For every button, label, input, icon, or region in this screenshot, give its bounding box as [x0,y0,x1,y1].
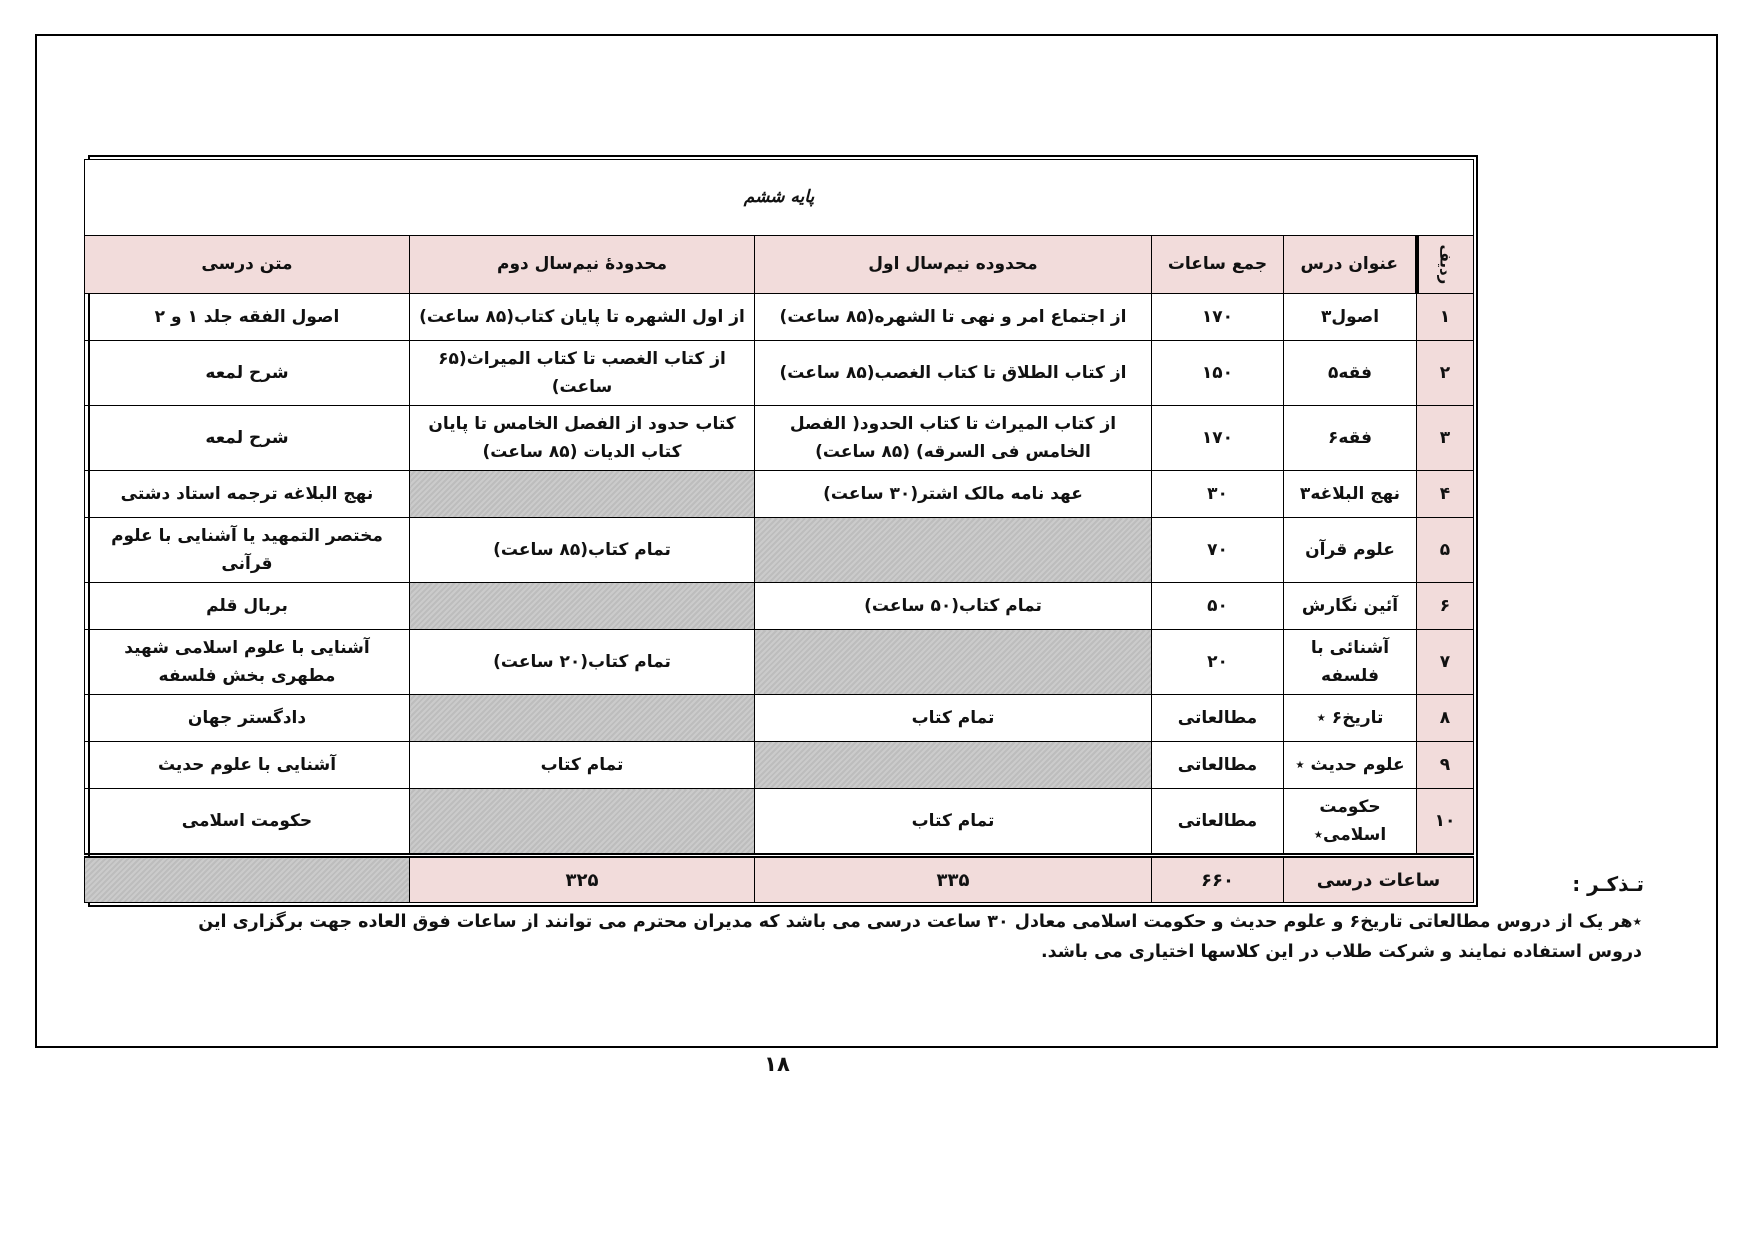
table-header-row [84,236,1473,294]
cell-text: آشنایی با علوم اسلامی شهید مطهری بخش فلسفه [84,630,409,695]
table-row [84,471,1473,518]
cell-sem1: تمام کتاب(۵۰ ساعت) [755,583,1152,630]
cell-course: اصول۳ [1284,294,1417,341]
cell-sem1: از کتاب المیراث تا کتاب الحدود( الفصل الخامس فی السرقه) (۸۵ ساعت) [755,406,1152,471]
cell-sem2-empty [410,583,755,630]
cell-course: آئین نگارش [1284,583,1417,630]
cell-hours: ۷۰ [1152,518,1284,583]
cell-sem2: تمام کتاب(۸۵ ساعت) [410,518,755,583]
cell-hours: ۱۵۰ [1152,341,1284,406]
cell-hours: ۱۷۰ [1152,406,1284,471]
cell-sem1: تمام کتاب [755,789,1152,856]
table-row [84,789,1473,856]
cell-radif: ۸ [1417,695,1474,742]
cell-course: فقه۵ [1284,341,1417,406]
cell-radif: ۹ [1417,742,1474,789]
cell-text: بربال قلم [84,583,409,630]
cell-sem2: تمام کتاب [410,742,755,789]
cell-text: حکومت اسلامی [84,789,409,856]
cell-sem2: تمام کتاب(۲۰ ساعت) [410,630,755,695]
table-row [84,518,1473,583]
cell-course: علوم حدیث ٭ [1284,742,1417,789]
cell-sem2: از کتاب الغصب تا کتاب المیراث(۶۵ ساعت) [410,341,755,406]
cell-sem2-empty [410,695,755,742]
page-title: پایه ششم [84,160,1473,236]
cell-course: نهج البلاغه۳ [1284,471,1417,518]
cell-sem2-empty [410,471,755,518]
cell-radif: ۲ [1417,341,1474,406]
table-title-row [84,160,1473,236]
cell-hours: ۲۰ [1152,630,1284,695]
table-row [84,742,1473,789]
cell-text: مختصر التمهید یا آشنایی با علوم قرآنی [84,518,409,583]
cell-hours: مطالعاتی [1152,742,1284,789]
cell-text: دادگستر جهان [84,695,409,742]
cell-text: اصول الفقه جلد ۱ و ۲ [84,294,409,341]
column-header-sem2: محدودهٔ نیم‌سال دوم [410,236,755,294]
cell-radif: ۱ [1417,294,1474,341]
cell-sem1-empty [755,630,1152,695]
cell-radif: ۴ [1417,471,1474,518]
cell-hours: ۳۰ [1152,471,1284,518]
note-text: ٭هر یک از دروس مطالعاتی تاریخ۶ و علوم حدیث و حکومت اسلامی معادل ۳۰ ساعت درسی می باشد که مدیران محترم می توانند از ساعات فوق العاده جهت برگزاری این دروس استفاده نمایند و شرکت طلاب در این کلاسها اختیاری می باشد. [198,912,1642,962]
cell-sem1: از اجتماع امر و نهی تا الشهره(۸۵ ساعت) [755,294,1152,341]
cell-course: حکومت اسلامی٭ [1284,789,1417,856]
cell-radif: ۵ [1417,518,1474,583]
curriculum-table-wrap [88,155,1478,907]
table-row [84,695,1473,742]
totals-sem1: ۳۳۵ [755,856,1152,903]
cell-text: شرح لمعه [84,341,409,406]
cell-hours: مطالعاتی [1152,789,1284,856]
totals-label: ساعات درسی [1284,856,1474,903]
table-row [84,341,1473,406]
note-heading: تـذکـر : [1572,872,1644,896]
cell-text: شرح لمعه [84,406,409,471]
table-row [84,630,1473,695]
cell-course: آشنائی با فلسفه [1284,630,1417,695]
table-row [84,583,1473,630]
totals-row [84,856,1473,903]
cell-radif: ۳ [1417,406,1474,471]
cell-sem1: از کتاب الطلاق تا کتاب الغصب(۸۵ ساعت) [755,341,1152,406]
cell-hours: ۵۰ [1152,583,1284,630]
cell-hours: مطالعاتی [1152,695,1284,742]
cell-sem2: از اول الشهره تا پایان کتاب(۸۵ ساعت) [410,294,755,341]
page-number: ۱۸ [764,1052,790,1076]
cell-sem1-empty [755,518,1152,583]
column-header-radif: ردیف [1417,236,1474,294]
cell-sem1-empty [755,742,1152,789]
cell-course: فقه۶ [1284,406,1417,471]
cell-sem1: عهد نامه مالک اشتر(۳۰ ساعت) [755,471,1152,518]
cell-course: علوم قرآن [1284,518,1417,583]
cell-radif: ۱۰ [1417,789,1474,856]
cell-course: تاریخ۶ ٭ [1284,695,1417,742]
cell-sem1: تمام کتاب [755,695,1152,742]
curriculum-table [84,159,1474,903]
totals-hours: ۶۶۰ [1152,856,1284,903]
cell-sem2: کتاب حدود از الفصل الخامس تا پایان کتاب الدیات (۸۵ ساعت) [410,406,755,471]
cell-radif: ۷ [1417,630,1474,695]
column-header-hours: جمع ساعات [1152,236,1284,294]
cell-text: آشنایی با علوم حدیث [84,742,409,789]
cell-text: نهج البلاغه ترجمه استاد دشتی [84,471,409,518]
table-row [84,406,1473,471]
cell-radif: ۶ [1417,583,1474,630]
totals-sem2: ۳۲۵ [410,856,755,903]
column-header-course: عنوان درس [1284,236,1417,294]
totals-text-empty [84,856,409,903]
cell-sem2-empty [410,789,755,856]
table-row [84,294,1473,341]
column-header-text: متن درسی [84,236,409,294]
cell-hours: ۱۷۰ [1152,294,1284,341]
column-header-sem1: محدوده نیم‌سال اول [755,236,1152,294]
